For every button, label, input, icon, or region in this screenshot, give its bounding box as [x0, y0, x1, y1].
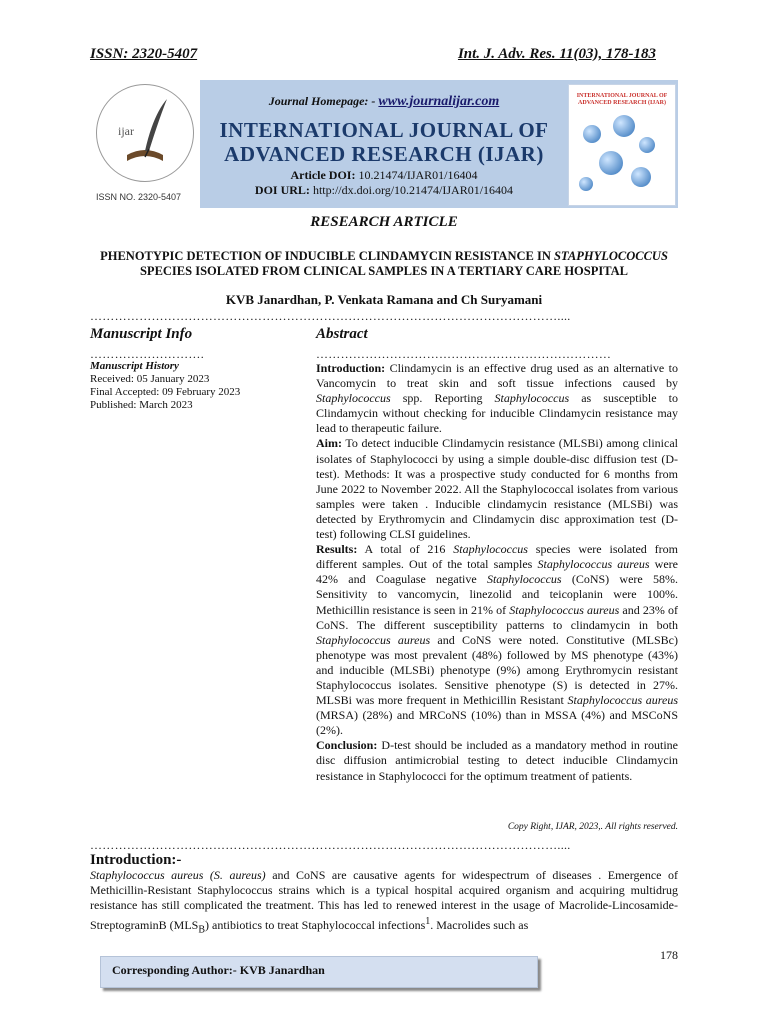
published-date: Published: March 2023: [90, 399, 193, 411]
quill-book-icon: [97, 85, 193, 181]
article-authors: KVB Janardhan, P. Venkata Ramana and Ch Suryamani: [225, 292, 543, 307]
molecule-icon: [631, 167, 651, 187]
journal-title: INTERNATIONAL JOURNAL OF ADVANCED RESEARCH (IJAR): [219, 118, 549, 166]
homepage-label: Journal Homepage: -: [268, 94, 376, 108]
molecule-icon: [599, 151, 623, 175]
history-label: Manuscript History: [90, 360, 179, 372]
manuscript-dots: ……………………….: [90, 347, 204, 361]
doi-label: Article DOI:: [290, 168, 356, 182]
doi-url-label: DOI URL:: [254, 183, 310, 197]
logo-text: ijar: [118, 124, 134, 138]
doi-block: [200, 168, 568, 198]
journal-citation: Int. J. Adv. Res. 11(03), 178-183: [457, 46, 656, 62]
introduction-heading: Introduction:-: [90, 852, 182, 868]
doi-url-value[interactable]: http://dx.doi.org/10.21474/IJAR01/16404: [312, 183, 514, 197]
abstract-results: Results: A total of 216 Staphylococcus species were isolated from different samples. Out of the total samples Staphylococcus aureus were 42% and Coagulase negative Staphylococcus (CoNS) were 58%. Sensitivity to vancomycin, linezolid and teicoplanin were 100%. Methicillin resistance is seen in 21% of Staphylococcus aureus and 23% of CoNS. The different susceptibility patterns to clindamycin in both Staphylococcus aureus and CoNS were noted. Constitutive (MLSBc) phenotype was most prevalent (48%) followed by MS phenotype (43%) and inducible (MLSBi) phenotype (9%) among Erythromycin resistant Staphylococcus isolates. Sensitive phenotype (S) is detected in 27%. MLSBi was more frequent in Methicillin Resistant Staphylococcus aureus (MRSA) (28%) and MRCoNS (10%) than in MSSA (4%) and MSCoNS (2%).: [316, 542, 678, 738]
abstract-conclusion: Conclusion: D-test should be included as a mandatory method in routine disc diffusion antimicrobial testing to detect inducible Clindamycin resistance in Staphylococci for the optimum treatment of patients.: [316, 738, 678, 783]
abstract-dots: ………………………………………………………………: [316, 347, 612, 361]
journal-cover-image: [568, 84, 676, 206]
molecule-icon: [613, 115, 635, 137]
abstract-introduction: Introduction: Clindamycin is an effective drug used as an alternative to Vancomycin to treat skin and soft tissue infections caused by Staphylococcus spp. Reporting Staphylococcus as susceptible to Clindamycin without checking for inducible Clindamycin resistance may lead to therapeutic failure.: [316, 361, 678, 436]
received-date: Received: 05 January 2023: [90, 373, 210, 385]
issn-header: ISSN: 2320-5407: [90, 46, 198, 62]
dotted-separator: ……………………………………………………………………………………………………....: [90, 838, 571, 852]
accepted-date: Final Accepted: 09 February 2023: [90, 386, 241, 398]
manuscript-history: [90, 360, 310, 412]
cover-title: INTERNATIONAL JOURNAL OF ADVANCED RESEARCH (IJAR): [576, 93, 668, 106]
molecule-icon: [579, 177, 593, 191]
dotted-separator: ……………………………………………………………………………………………………....: [90, 309, 571, 323]
abstract-aim: Aim: To detect inducible Clindamycin resistance (MLSBi) among clinical isolates of Staphylococci by using a simple double-disc diffusion test (D-test). Methods: It was a prospective study conducted for 6 months from June 2022 to November 2022. All the Staphylococcal isolates from various samples were taken . Inducible clindamycin resistance (MLSBi) was detected by Erythromycin and Clindamycin disc approximation test (D-test) following CLSI guidelines.: [316, 436, 678, 542]
article-title: PHENOTYPIC DETECTION OF INDUCIBLE CLINDAMYCIN RESISTANCE IN STAPHYLOCOCCUS SPECIES ISOLATED FROM CLINICAL SAMPLES IN A TERTIARY CARE HOSPITAL: [100, 249, 668, 278]
introduction-body: Staphylococcus aureus (S. aureus) and CoNS are causative agents for widespectrum of diseases . Emergence of Methicillin-Resistant Staphylococcus strains which is a typical hospital acquired organism and acquiring multidrug resistance has still complicated the treatment. This has led to renewed interest in the usage of Macrolide-Lincosamide- StreptograminB $(MLS_B)$ antibiotics to treat Staphylococcal infections$^1$. Macrolides such as: [90, 868, 679, 935]
page-number: 178: [660, 948, 678, 962]
abstract-heading: Abstract: [316, 326, 368, 342]
abstract-body: [316, 361, 678, 784]
homepage-link[interactable]: www.journalijar.com: [378, 94, 500, 109]
logo-issn: ISSN NO. 2320-5407: [96, 192, 182, 202]
corresponding-author: Corresponding Author:- KVB Janardhan: [112, 963, 325, 977]
manuscript-info-heading: Manuscript Info: [90, 326, 193, 342]
molecule-icon: [639, 137, 655, 153]
article-type: RESEARCH ARTICLE: [310, 214, 458, 230]
copyright-notice: Copy Right, IJAR, 2023,. All rights reserved.: [507, 822, 678, 832]
ijar-logo: [96, 84, 194, 182]
molecule-icon: [583, 125, 601, 143]
doi-value[interactable]: 10.21474/IJAR01/16404: [358, 168, 478, 182]
journal-homepage: [200, 94, 568, 110]
